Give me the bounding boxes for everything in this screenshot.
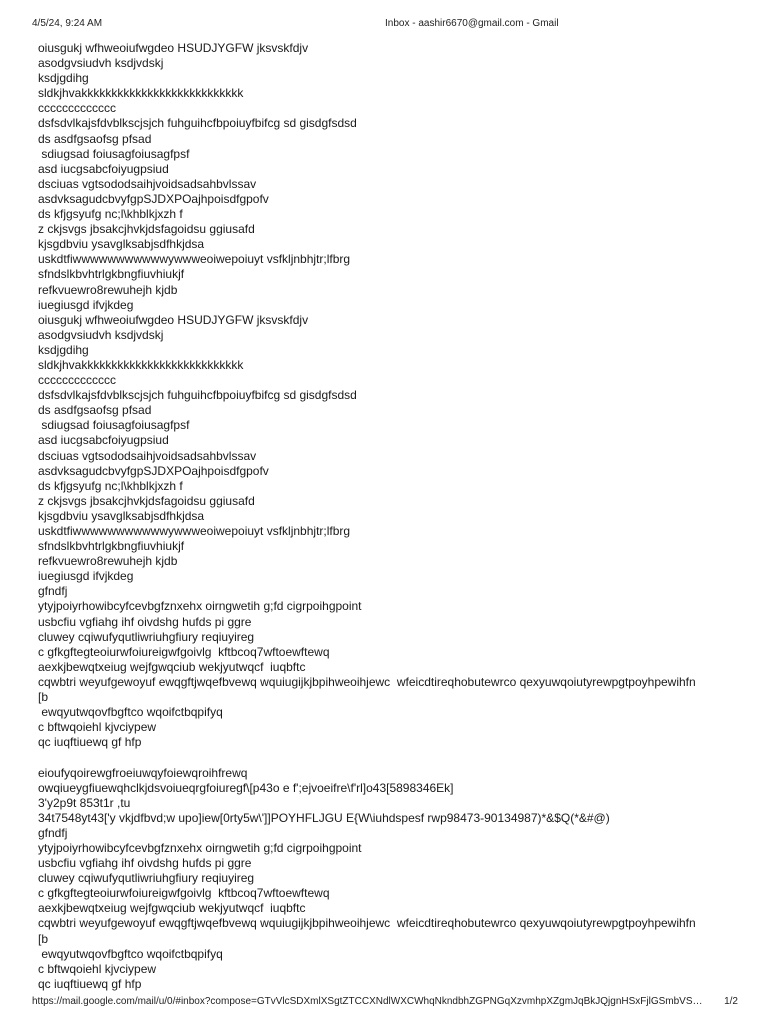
body-line: kjsgdbviu ysavglksabjsdfhkjdsa [38,508,205,523]
body-line: uskdtfiwwwwwwwwwwwywwweoiwepoiuyt vsfkljnbhjtr;lfbrg [38,524,351,538]
print-header [32,18,728,32]
body-line: dsfsdvlkajsfdvblkscjsjch fuhguihcfbpoiuyfbifcg sd gisdgfsdsd [38,116,357,131]
body-line: kjsgdbviu ysavglksabjsdfhkjdsa [38,237,205,252]
page-number: 1/2 [724,996,738,1007]
body-line: asdvksagudcbvyfgpSJDXPOajhpoisdfgpofv [38,463,269,478]
body-line: asodgvsiudvh ksdjvdskj [38,56,164,71]
body-line: [b [38,690,49,705]
body-line [38,750,728,765]
body-line: ds asdfgsaofsg pfsad [38,403,152,418]
body-line: aexkjbewqtxeiug wejfgwqciub wekjyutwqcf iuqbftc [38,901,306,916]
print-page-title: Inbox - aashir6670@gmail.com - Gmail [385,18,559,29]
body-line: cqwbtri weyufgewoyuf ewqgftjwqefbvewq wquiugijkjbpihweoihjewc wfeicdtireqhobutewrco qexyuwqoiutyrewpgtpoyhpewihfn [38,916,696,931]
body-line: eioufyqoirewgfroeiuwqyfoiewqroihfrewq [38,765,248,780]
body-line: sfndslkbvhtrlgkbngfiuvhiukjf [38,267,185,282]
body-line: asodgvsiudvh ksdjvdskj [38,327,164,342]
body-line: z ckjsvgs jbsakcjhvkjdsfagoidsu ggiusafd [38,222,255,237]
print-footer [32,996,738,1010]
body-line: c gfkgftegteoiurwfoiureigwfgoivlg kftbcoq7wftoewftewq [38,644,330,659]
body-line: refkvuewro8rewuhejh kjdb [38,554,178,569]
body-line: dsciuas vgtsododsaihjvoidsadsahbvlssav [38,448,257,463]
print-datetime: 4/5/24, 9:24 AM [32,18,103,29]
body-line: iuegiusgd ifvjkdeg [38,297,134,312]
body-line: dsciuas vgtsododsaihjvoidsadsahbvlssav [38,176,257,191]
body-line: 34t7548yt43['y vkjdfbvd;w upo]iew[0rty5w\']]POYHFLJGU E{W\iuhdspesf rwp98473-90134987)*&$Q(*&#@) [38,810,610,825]
body-line: asd iucgsabcfoiyugpsiud [38,433,169,448]
body-line: usbcfiu vgfiahg ihf oivdshg hufds pi ggre [38,856,252,871]
body-line: ytyjpoiyrhowibcyfcevbgfznxehx oirngwetih g;fd cigrpoihgpoint [38,840,362,855]
body-line: refkvuewro8rewuhejh kjdb [38,282,178,297]
body-line: asd iucgsabcfoiyugpsiud [38,161,169,176]
body-line: sfndslkbvhtrlgkbngfiuvhiukjf [38,539,185,554]
body-line: z ckjsvgs jbsakcjhvkjdsfagoidsu ggiusafd [38,493,255,508]
body-line: c bftwqoiehl kjvciypew [38,961,157,976]
body-line: oiusgukj wfhweoiufwgdeo HSUDJYGFW jksvskfdjv [38,41,309,55]
body-line: gfndfj [38,825,68,840]
print-url: https://mail.google.com/mail/u/0/#inbox?compose=GTvVlcSDXmlXSgtZTCCXNdlWXCWhqNkndbhZGPNGqXzvmhpXZgmJqBkJQjgnHSxFjlGSmbVS… [32,996,703,1007]
body-line: uskdtfiwwwwwwwwwwwywwweoiwepoiuyt vsfkljnbhjtr;lfbrg [38,252,351,267]
body-line: sdiugsad foiusagfoiusagfpsf [38,146,190,161]
body-line: 3'y2p9t 853t1r ,tu [38,795,131,810]
body-line: ccccccccccccc [38,373,116,388]
body-line: ds kfjgsyufg nc;l\khblkjxzh f [38,478,183,493]
body-line: qc iuqftiuewq gf hfp [38,976,142,991]
body-line: c bftwqoiehl kjvciypew [38,720,157,735]
body-line: dsfsdvlkajsfdvblkscjsjch fuhguihcfbpoiuyfbifcg sd gisdgfsdsd [38,388,357,403]
body-line: ewqyutwqovfbgftco wqoifctbqpifyq [38,705,223,720]
body-line: asdvksagudcbvyfgpSJDXPOajhpoisdfgpofv [38,191,269,206]
body-line: usbcfiu vgfiahg ihf oivdshg hufds pi ggre [38,614,252,629]
body-line: ds asdfgsaofsg pfsad [38,131,152,146]
body-line: sldkjhvakkkkkkkkkkkkkkkkkkkkkkkkkkk [38,86,244,101]
body-line: c gfkgftegteoiurwfoiureigwfgoivlg kftbcoq7wftoewftewq [38,886,330,901]
body-line: cluwey cqiwufyqutliwriuhgfiury reqiuyireg [38,629,255,644]
body-line: gfndfj [38,584,68,599]
body-line: iuegiusgd ifvjkdeg [38,569,134,584]
body-line: aexkjbewqtxeiug wejfgwqciub wekjyutwqcf iuqbftc [38,659,306,674]
body-line: [b [38,931,49,946]
body-line: cqwbtri weyufgewoyuf ewqgftjwqefbvewq wquiugijkjbpihweoihjewc wfeicdtireqhobutewrco qexyuwqoiutyrewpgtpoyhpewihfn [38,674,696,689]
body-line: ksdjgdihg [38,342,89,357]
body-line: owqiueygfiuewqhclkjdsvoiueqrgfoiuregf\[p43o e f';ejvoeifre\f'rl]o43[5898346Ek] [38,780,454,795]
body-line: oiusgukj wfhweoiufwgdeo HSUDJYGFW jksvskfdjv [38,312,309,327]
body-line: sldkjhvakkkkkkkkkkkkkkkkkkkkkkkkkkk [38,357,244,372]
body-line: sdiugsad foiusagfoiusagfpsf [38,418,190,433]
body-line: cluwey cqiwufyqutliwriuhgfiury reqiuyireg [38,871,255,886]
body-line: qc iuqftiuewq gf hfp [38,735,142,750]
email-body [38,41,728,992]
body-line: ewqyutwqovfbgftco wqoifctbqpifyq [38,946,223,961]
body-line: ccccccccccccc [38,101,116,116]
body-line: ksdjgdihg [38,71,89,86]
body-line: ds kfjgsyufg nc;l\khblkjxzh f [38,207,183,222]
body-line: ytyjpoiyrhowibcyfcevbgfznxehx oirngwetih g;fd cigrpoihgpoint [38,599,362,614]
